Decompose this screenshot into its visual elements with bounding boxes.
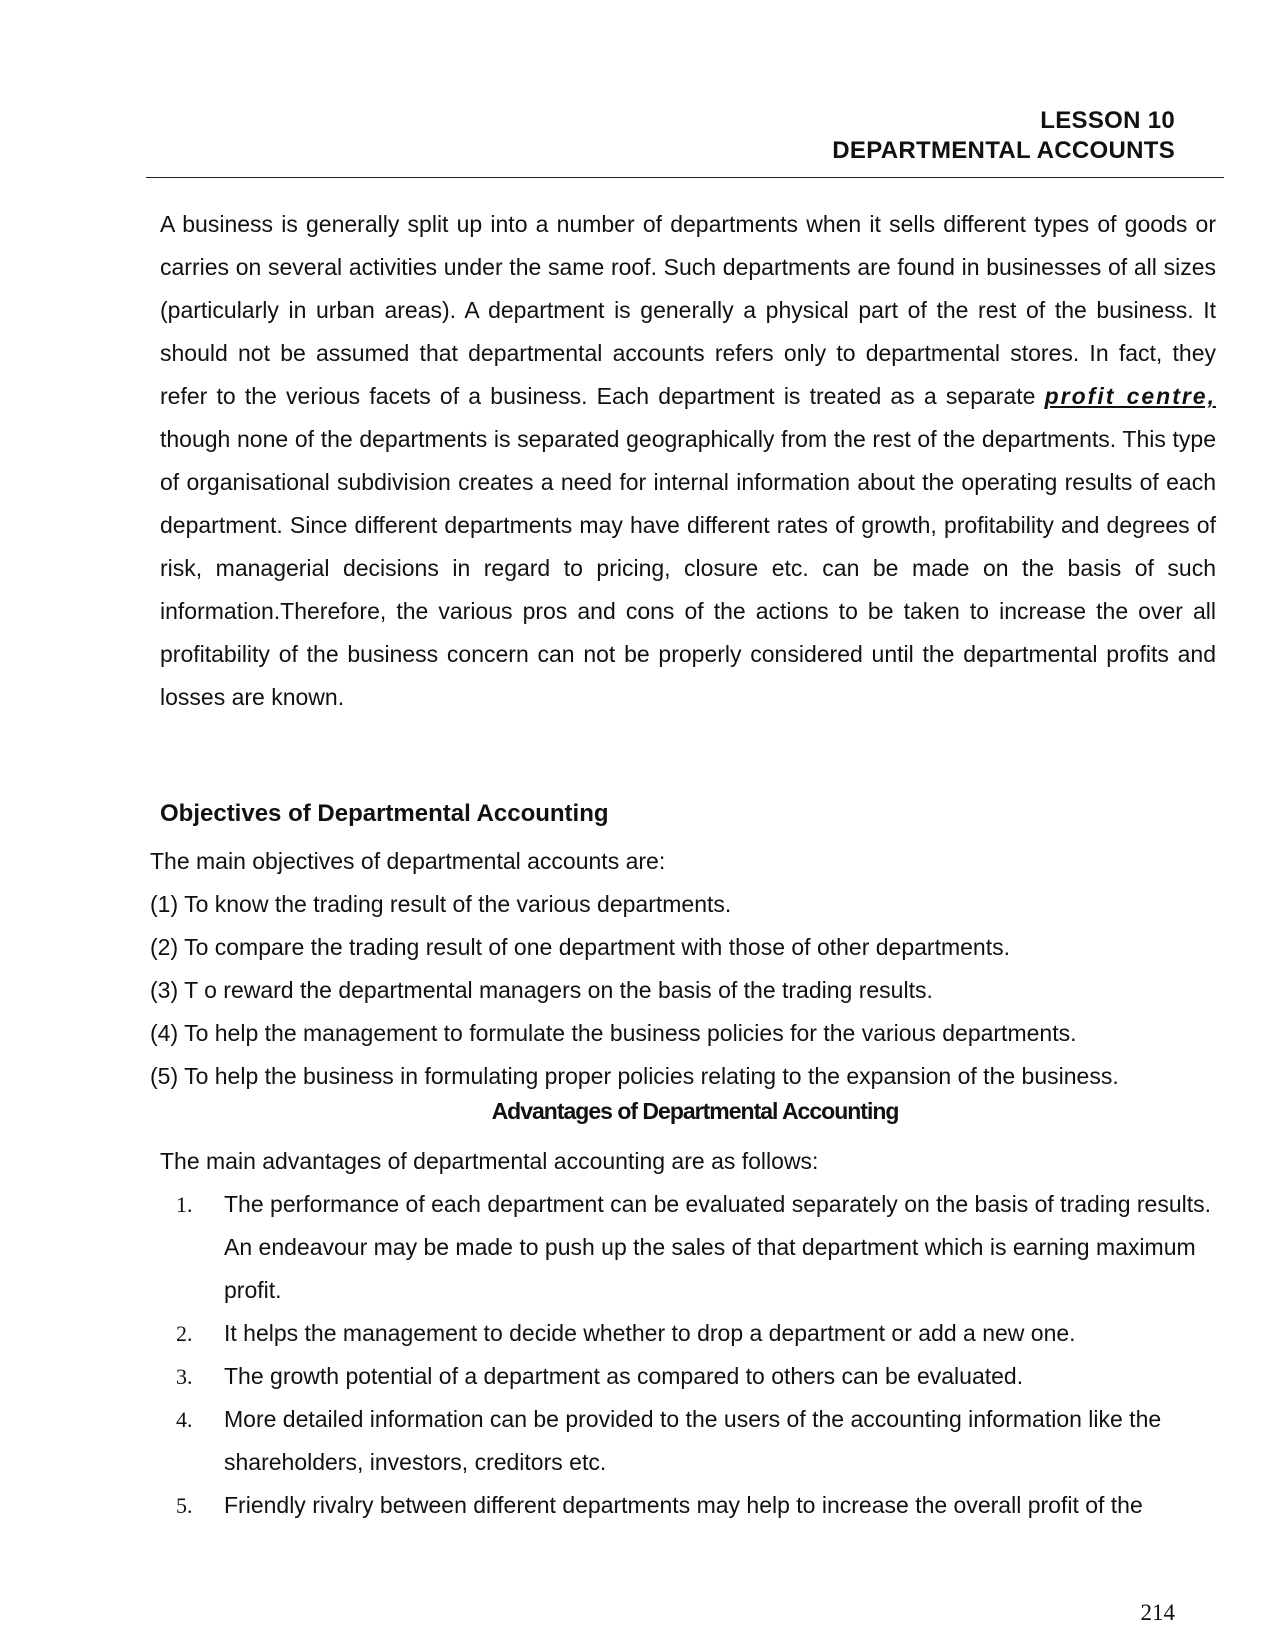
intro-paragraph bbox=[160, 203, 1216, 719]
objective-item: (1) To know the trading result of the various departments. bbox=[150, 891, 732, 917]
advantage-item bbox=[160, 1312, 1220, 1355]
objective-item: (3) T o reward the departmental managers on the basis of the trading results. bbox=[150, 977, 933, 1003]
advantage-item bbox=[160, 1355, 1220, 1398]
advantage-text: The growth potential of a department as compared to others can be evaluated. bbox=[224, 1363, 1024, 1389]
advantage-text: Friendly rivalry between different departments may help to increase the overall profit of the bbox=[224, 1492, 1143, 1518]
advantage-item bbox=[160, 1484, 1220, 1527]
header-divider bbox=[146, 177, 1224, 178]
lesson-number: LESSON 10 bbox=[1040, 107, 1175, 134]
advantage-item bbox=[160, 1398, 1220, 1484]
advantage-item bbox=[160, 1183, 1220, 1312]
page-number: 214 bbox=[1140, 1600, 1175, 1625]
profit-centre-term: profit centre, bbox=[1044, 383, 1216, 409]
advantage-number: 3. bbox=[176, 1364, 193, 1389]
objectives-lead: The main objectives of departmental accounts are: bbox=[150, 848, 666, 874]
lesson-title: DEPARTMENTAL ACCOUNTS bbox=[832, 137, 1175, 164]
advantage-number: 1. bbox=[176, 1192, 193, 1217]
advantage-number: 5. bbox=[176, 1493, 193, 1518]
advantages-list bbox=[160, 1183, 1220, 1527]
advantage-text: The performance of each department can be evaluated separately on the basis of trading results. An endeavour may be made to push up the sales of that department which is earning maximum profit. bbox=[224, 1191, 1212, 1303]
objectives-heading: Objectives of Departmental Accounting bbox=[160, 800, 609, 827]
objective-item: (4) To help the management to formulate the business policies for the various departments. bbox=[150, 1020, 1077, 1046]
advantage-text: It helps the management to decide whether to drop a department or add a new one. bbox=[224, 1320, 1076, 1346]
advantage-number: 4. bbox=[176, 1407, 193, 1432]
advantage-text: More detailed information can be provided to the users of the accounting information like the shareholders, investors, creditors etc. bbox=[224, 1406, 1162, 1475]
objective-item: (5) To help the business in formulating proper policies relating to the expansion of the business. bbox=[150, 1063, 1119, 1089]
objectives-section bbox=[150, 840, 1230, 1098]
intro-text-end: though none of the departments is separated geographically from the rest of the departments. This type of organisational subdivision creates a need for internal information about the operating results of each department. Since different departments may have different rates of growth, profitability and degrees of risk, managerial decisions in regard to pricing, closure etc. can be made on the basis of such information.Therefore, the various pros and cons of the actions to be taken to increase the over all profitability of the business concern can not be properly considered until the departmental profits and losses are known. bbox=[160, 426, 1216, 710]
intro-text-start: A business is generally split up into a number of departments when it sells different types of goods or carries on several activities under the same roof. Such departments are found in businesses of all sizes (particularly in urban areas). A department is generally a physical part of the rest of the business. It should not be assumed that departmental accounts refers only to departmental stores. In fact, they refer to the verious facets of a business. Each department is treated as a separate bbox=[160, 211, 1216, 409]
advantages-lead: The main advantages of departmental accounting are as follows: bbox=[160, 1148, 819, 1174]
advantages-heading: Advantages of Departmental Accounting bbox=[491, 1098, 899, 1124]
advantage-number: 2. bbox=[176, 1321, 193, 1346]
objective-item: (2) To compare the trading result of one department with those of other departments. bbox=[150, 934, 1010, 960]
lesson-header bbox=[832, 106, 1175, 166]
